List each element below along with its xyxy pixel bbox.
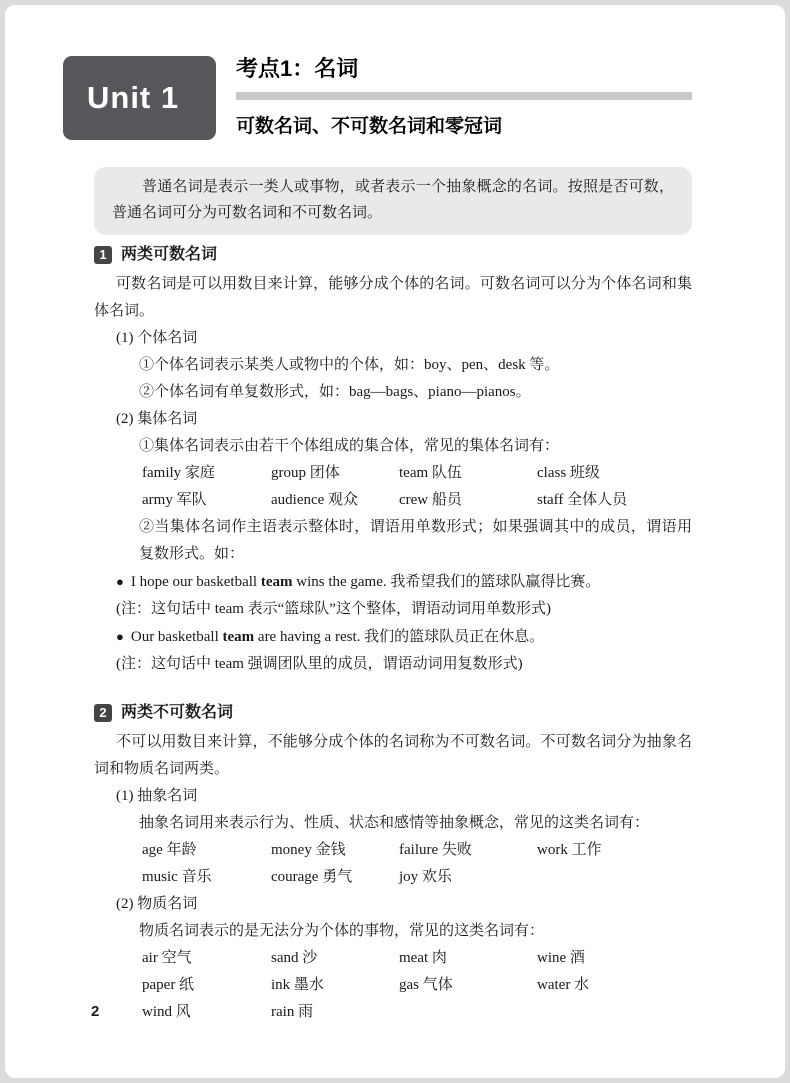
unit-badge [63,56,216,140]
example-english-pre: I hope our basketball [130,574,261,590]
example-translation: 我希望我们的篮球队赢得比赛。 [390,574,601,590]
word-item: family 家庭 [142,465,215,481]
unit-label: Unit 1 [87,80,180,115]
grammar-point: 物质名词表示的是无法分为个体的事物，常见的这类名词有： [139,923,545,939]
title-underline-bar [236,92,692,100]
word-item: audience 观众 [271,492,359,508]
section-heading [94,699,692,726]
word-item: team 队伍 [399,465,462,481]
word-item: failure 失败 [399,842,472,858]
subsection-heading: (2) 集体名词 [116,411,198,427]
word-item: group 团体 [271,465,340,481]
word-item: wine 酒 [537,950,585,966]
example-keyword: team [260,574,293,590]
word-grid-collective [142,460,692,514]
word-item: joy 欢乐 [399,869,452,885]
word-item: gas 气体 [399,977,453,993]
word-item: paper 纸 [142,977,195,993]
page-body [94,241,692,1026]
example-sentence [116,568,692,596]
word-item: age 年龄 [142,842,197,858]
example-english-pre: Our basketball [130,629,223,645]
exam-point-title: 考点1：名词 [236,56,359,81]
example-sentence [116,623,692,651]
word-item: courage 勇气 [271,869,353,885]
word-item: staff 全体人员 [537,492,628,508]
word-item: class 班级 [537,465,600,481]
section-subtitle: 可数名词、不可数名词和零冠词 [236,116,503,137]
page-header [236,52,692,138]
grammar-point: ①个体名词表示某类人或物中的个体，如：boy、pen、desk 等。 [139,357,560,373]
section-uncountable-nouns [94,699,692,1026]
lead-paragraph: 不可以用数目来计算，不能够分成个体的名词称为不可数名词。不可数名词分为抽象名词和物质名词两类。 [94,734,692,777]
word-item: rain 雨 [271,1004,314,1020]
word-item: wind 风 [142,1004,191,1020]
word-grid-abstract [142,837,692,891]
example-note: (注：这句话中 team 强调团队里的成员，谓语动词用复数形式) [116,656,523,672]
page-number: 2 [91,1003,100,1020]
subsection-heading: (2) 物质名词 [116,896,198,912]
section-title: 两类可数名词 [121,246,218,263]
grammar-point: ②个体名词有单复数形式，如：bag—bags、piano—pianos。 [139,384,531,400]
bullet-icon: ● [116,629,124,644]
word-item: money 金钱 [271,842,346,858]
word-item: water 水 [537,977,590,993]
word-item: meat 肉 [399,950,447,966]
word-item: ink 墨水 [271,977,324,993]
word-grid-material [142,945,692,1026]
section-number-badge: 1 [94,246,112,264]
section-number-badge: 2 [94,704,112,722]
intro-box [94,167,692,235]
example-english-post: are having a rest. [254,629,365,645]
example-translation: 我们的篮球队员正在休息。 [364,629,545,645]
word-item: air 空气 [142,950,192,966]
word-item: crew 船员 [399,492,462,508]
subsection-heading: (1) 个体名词 [116,330,198,346]
word-item: work 工作 [537,842,602,858]
intro-text: 普通名词是表示一类人或事物，或者表示一个抽象概念的名词。按照是否可数，普通名词可分为可数名词和不可数名词。 [112,179,674,221]
book-page [5,5,785,1078]
word-item: music 音乐 [142,869,212,885]
subsection-heading: (1) 抽象名词 [116,788,198,804]
word-item: sand 沙 [271,950,318,966]
lead-paragraph: 可数名词是可以用数目来计算，能够分成个体的名词。可数名词可以分为个体名词和集体名词。 [94,276,692,319]
section-countable-nouns [94,241,692,678]
section-heading [94,241,692,268]
word-item: army 军队 [142,492,207,508]
grammar-point: ①集体名词表示由若干个体组成的集合体，常见的集体名词有： [139,438,560,454]
grammar-point: 抽象名词用来表示行为、性质、状态和感情等抽象概念，常见的这类名词有： [139,815,650,831]
example-note: (注：这句话中 team 表示“篮球队”这个整体，谓语动词用单数形式) [116,601,551,617]
example-english-post: wins the game. [292,574,391,590]
section-title: 两类不可数名词 [121,704,234,721]
grammar-point: ②当集体名词作主语表示整体时，谓语用单数形式；如果强调其中的成员，谓语用复数形式。如： [139,519,692,562]
bullet-icon: ● [116,574,124,589]
example-keyword: team [222,629,255,645]
